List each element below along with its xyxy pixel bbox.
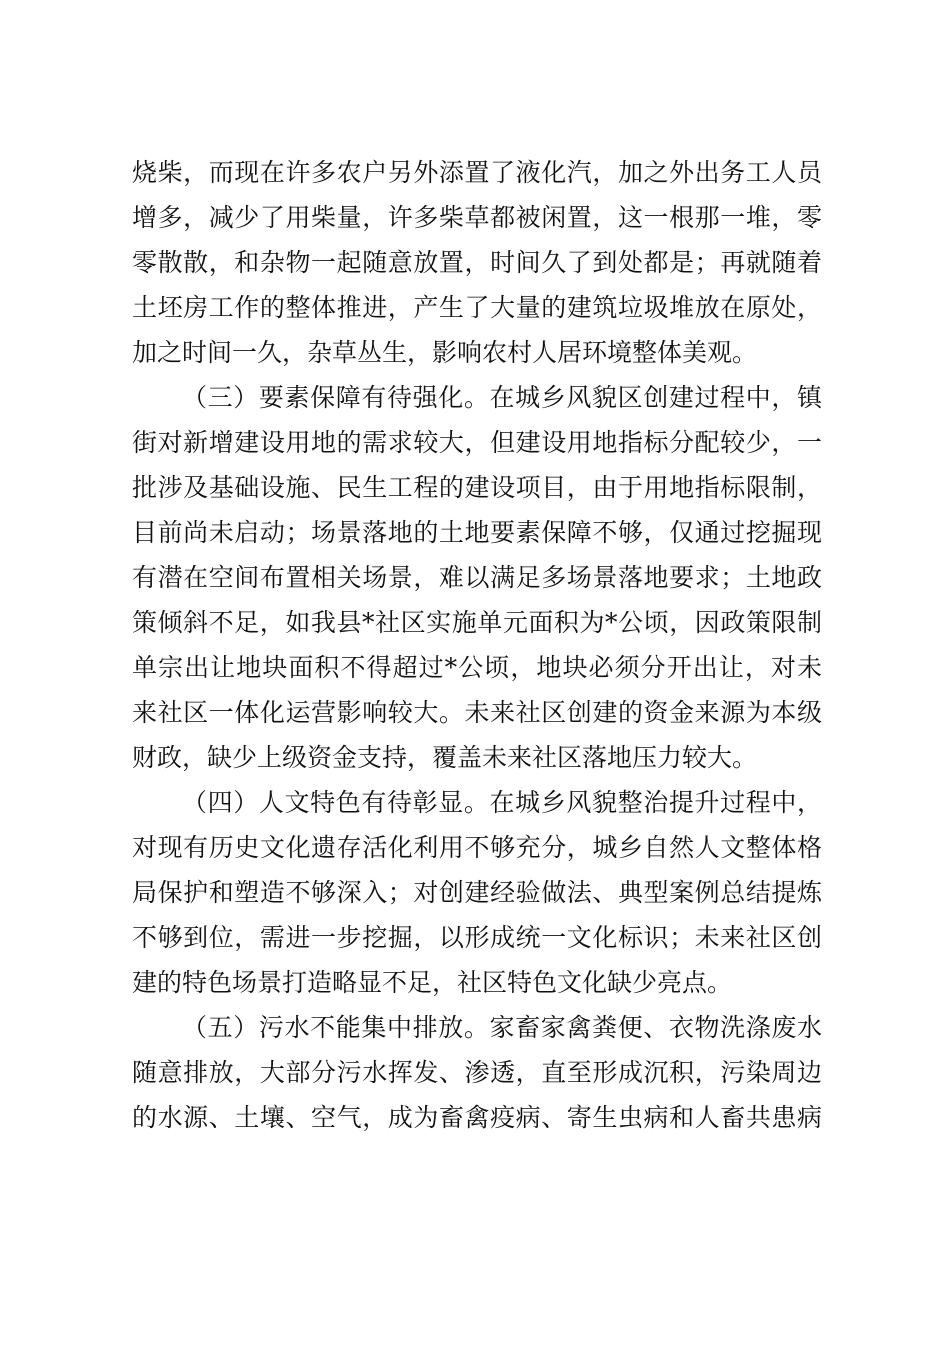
paragraph-2-line-4: 目前尚未启动；场景落地的土地要素保障不够，仅通过挖掘现 (132, 518, 822, 547)
paragraph-2-line-1: （三）要素保障有待强化。在城乡风貌区创建过程中，镇 (182, 383, 822, 412)
paragraph-2-line-9: 财政，缺少上级资金支持，覆盖未来社区落地压力较大。 (132, 743, 758, 772)
paragraph-4-line-2: 随意排放，大部分污水挥发、渗透，直至形成沉积，污染周边 (132, 1058, 822, 1087)
paragraph-3-line-1: （四）人文特色有待彰显。在城乡风貌整治提升过程中， (182, 788, 822, 817)
paragraph-3-line-3: 局保护和塑造不够深入；对创建经验做法、典型案例总结提炼 (132, 878, 822, 907)
paragraph-2-line-6: 策倾斜不足，如我县*社区实施单元面积为*公顷，因政策限制 (132, 608, 822, 637)
paragraph-3-line-5: 建的特色场景打造略显不足，社区特色文化缺少亮点。 (132, 968, 733, 997)
paragraph-4-line-1: （五）污水不能集中排放。家畜家禽粪便、衣物洗涤废水 (182, 1013, 822, 1042)
paragraph-3-line-4: 不够到位，需进一步挖掘，以形成统一文化标识；未来社区创 (132, 923, 822, 952)
paragraph-1-line-2: 增多，减少了用柴量，许多柴草都被闲置，这一根那一堆，零 (132, 203, 822, 232)
paragraph-1-line-3: 零散散，和杂物一起随意放置，时间久了到处都是；再就随着 (132, 248, 822, 277)
paragraph-1-line-4: 土坯房工作的整体推进，产生了大量的建筑垃圾堆放在原处， (132, 293, 822, 322)
paragraph-4-line-3: 的水源、土壤、空气，成为畜禽疫病、寄生虫病和人畜共患病 (132, 1103, 822, 1132)
paragraph-2-line-2: 街对新增建设用地的需求较大，但建设用地指标分配较少，一 (132, 428, 822, 457)
paragraph-2-line-7: 单宗出让地块面积不得超过*公顷，地块必须分开出让，对未 (132, 653, 822, 682)
paragraph-3-line-2: 对现有历史文化遗存活化利用不够充分，城乡自然人文整体格 (132, 833, 822, 862)
paragraph-1-line-5: 加之时间一久，杂草丛生，影响农村人居环境整体美观。 (132, 338, 758, 367)
paragraph-1-line-1: 烧柴，而现在许多农户另外添置了液化汽，加之外出务工人员 (132, 158, 822, 187)
document-body (132, 150, 822, 1140)
paragraph-2-line-8: 来社区一体化运营影响较大。未来社区创建的资金来源为本级 (132, 698, 822, 727)
paragraph-2-line-3: 批涉及基础设施、民生工程的建设项目，由于用地指标限制， (132, 473, 822, 502)
paragraph-2-line-5: 有潜在空间布置相关场景，难以满足多场景落地要求；土地政 (132, 563, 822, 592)
